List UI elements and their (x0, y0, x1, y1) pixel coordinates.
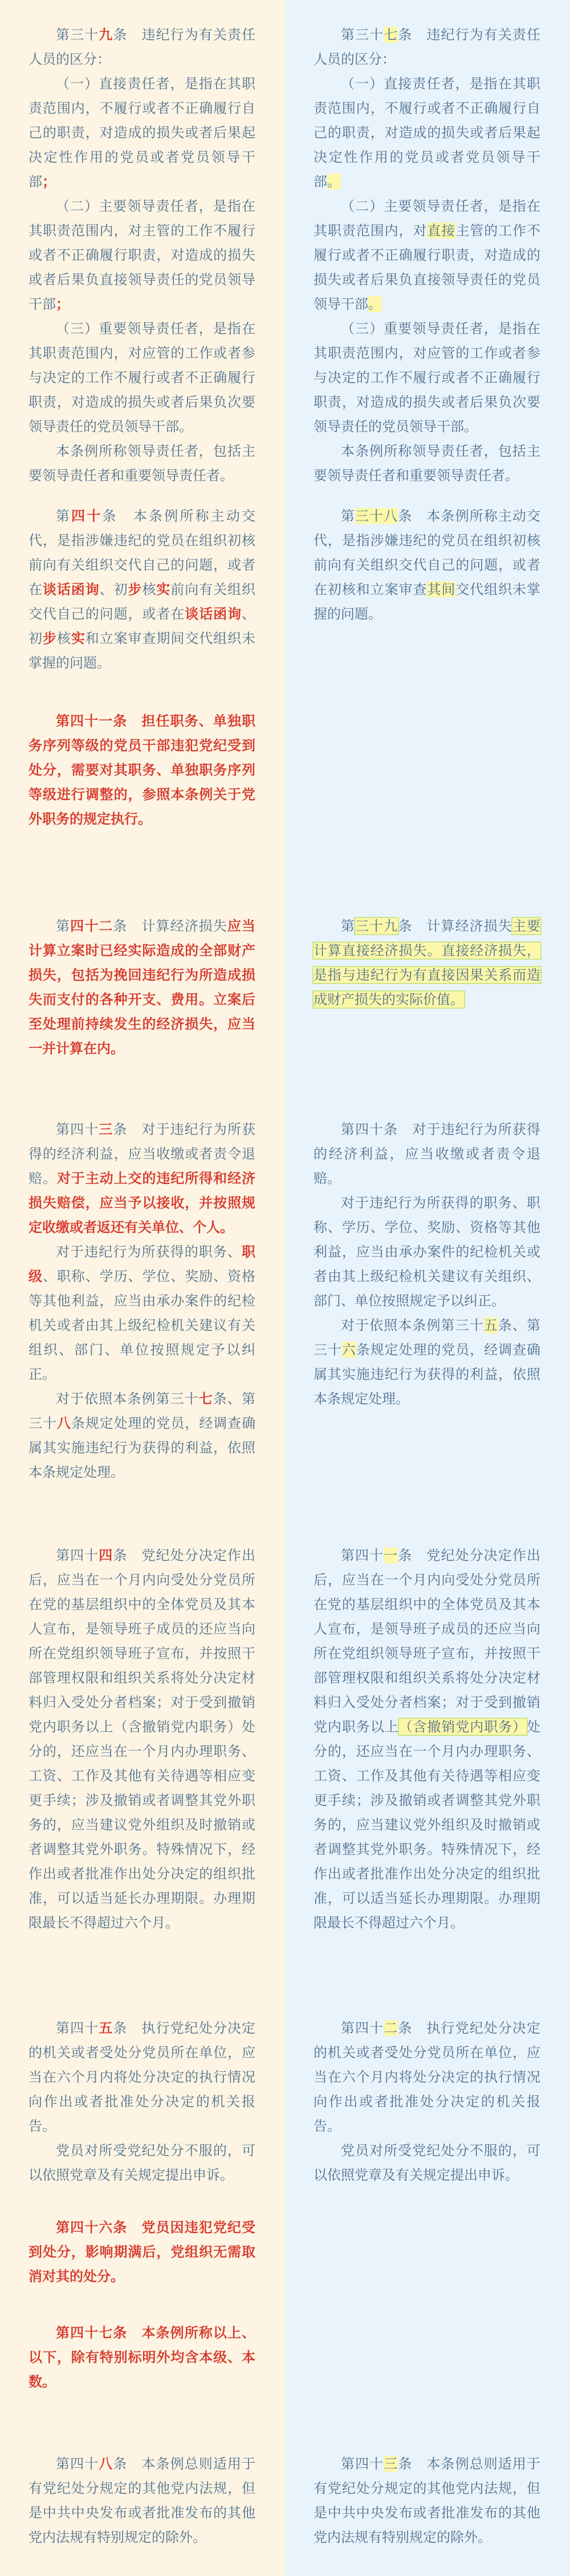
right-article-37 (285, 23, 570, 488)
left-article-47 (0, 2321, 285, 2394)
left-article-43-text: 第四十三条 对于违纪行为所获得的经济利益，应当收缴或者责令退赔。对于主动上交的违纪所得和经济损失赔偿，应当予以接收，并按照规定收缴或者返还有关单位、个人。 (28, 1121, 256, 1235)
right-article-39 (285, 914, 570, 1012)
left-article-48 (0, 2452, 285, 2550)
right-article-42 (285, 2016, 570, 2188)
right-leader-definition: 本条例所称领导责任者，包括主要领导责任者和重要领导责任者。 (314, 443, 540, 484)
right-article-39-text: 第三十九条 计算经济损失主要计算直接经济损失。直接经济损失，是指与违纪行为有直接因果关系而造成财产损失的实际价值。 (314, 918, 541, 1008)
right-interest-handling: 对于依照本条例第三十五条、第三十六条规定处理的党员，经调查确属其实施违纪行为获得的利益，依照本条规定处理。 (314, 1317, 541, 1407)
right-important-leader: （三）重要领导责任者，是指在其职责范围内，对应管的工作或者参与决定的工作不履行或者不正确履行职责，对造成的损失或者后果负次要领导责任的党员领导干部。 (314, 321, 540, 435)
left-other-interests: 对于违纪行为所获得的职务、职级、职称、学历、学位、奖励、资格等其他利益，应当由承办案件的纪检机关或者由其上级纪检机关建议有关组织、部门、单位按照规定予以纠正。 (28, 1244, 256, 1382)
right-main-leader: （二）主要领导责任者，是指在其职责范围内，对直接主管的工作不履行或者不正确履行职责，对造成的损失或者后果负直接领导责任的党员领导干部。 (314, 198, 541, 312)
left-article-43 (0, 1117, 285, 1485)
left-article-48-text: 第四十八条 本条例总则适用于有党纪处分规定的其他党内法规，但是中共中央发布或者批准发布的其他党内法规有特别规定的除外。 (28, 2456, 256, 2545)
right-article-42-text: 第四十二条 执行党纪处分决定的机关或者受处分党员所在单位，应当在六个月内将处分决定的执行情况向作出或者批准处分决定的机关报告。 (314, 2020, 541, 2134)
left-article-40 (0, 504, 285, 675)
left-article-41 (0, 709, 285, 832)
right-direct-responsible: （一）直接责任者，是指在其职责范围内，不履行或者不正确履行自己的职责，对造成的损失或者后果起决定性作用的党员或者党员领导干部。 (314, 76, 540, 190)
left-leader-definition: 本条例所称领导责任者，包括主要领导责任者和重要领导责任者。 (28, 443, 255, 484)
right-article-37-heading: 第三十七条 违纪行为有关责任人员的区分： (314, 27, 541, 67)
left-important-leader: （三）重要领导责任者，是指在其职责范围内，对应管的工作或者参与决定的工作不履行或者不正确履行职责，对造成的损失或者后果负次要领导责任的党员领导干部。 (28, 321, 255, 435)
right-appeal: 党员对所受党纪处分不服的，可以依照党章及有关规定提出申诉。 (314, 2143, 540, 2183)
left-direct-responsible: （一）直接责任者，是指在其职责范围内，不履行或者不正确履行自己的职责，对造成的损失或者后果起决定性作用的党员或者党员领导干部； (28, 76, 255, 190)
right-other-interests: 对于违纪行为所获得的职务、职称、学历、学位、奖励、资格等其他利益，应当由承办案件的纪检机关或者由其上级纪检机关建议有关组织、部门、单位按照规定予以纠正。 (314, 1195, 540, 1309)
left-main-leader: （二）主要领导责任者，是指在其职责范围内，对主管的工作不履行或者不正确履行职责，对造成的损失或者后果负直接领导责任的党员领导干部； (28, 198, 255, 312)
left-article-44 (0, 1543, 285, 1935)
right-article-41 (285, 1543, 570, 1935)
left-article-41-text: 第四十一条 担任职务、单独职务序列等级的党员干部违犯党纪受到处分，需要对其职务、单独职务序列等级进行调整的，参照本条例关于党外职务的规定执行。 (28, 713, 255, 827)
left-article-42 (0, 914, 285, 1061)
right-article-43-text: 第四十三条 本条例总则适用于有党纪处分规定的其他党内法规，但是中共中央发布或者批准发布的其他党内法规有特别规定的除外。 (314, 2456, 541, 2545)
left-article-47-text: 第四十七条 本条例所称以上、以下，除有特别标明外均含本级、本数。 (28, 2325, 255, 2390)
right-article-38 (285, 504, 570, 626)
right-article-40 (285, 1117, 570, 1411)
left-article-39-heading: 第三十九条 违纪行为有关责任人员的区分： (28, 27, 256, 67)
right-article-40-text: 第四十条 对于违纪行为所获得的经济利益，应当收缴或者责令退赔。 (314, 1121, 540, 1186)
right-article-43 (285, 2452, 570, 2550)
left-article-45-text: 第四十五条 执行党纪处分决定的机关或者受处分党员所在单位，应当在六个月内将处分决定的执行情况向作出或者批准处分决定的机关报告。 (28, 2020, 256, 2134)
left-article-46 (0, 2215, 285, 2289)
left-article-40-text: 第四十条 本条例所称主动交代，是指涉嫌违纪的党员在组织初核前向有关组织交代自己的问题，或者在谈话函询、初步核实前向有关组织交代自己的问题，或者在谈话函询、初步核实和立案审查期间交代组织未掌握的问题。 (28, 508, 256, 671)
right-article-38-text: 第三十八条 本条例所称主动交代，是指涉嫌违纪的党员在组织初核前向有关组织交代自己的问题，或者在初核和立案审查其间交代组织未掌握的问题。 (314, 508, 541, 622)
left-interest-handling: 对于依照本条例第三十七条、第三十八条规定处理的党员，经调查确属其实施违纪行为获得的利益，依照本条规定处理。 (28, 1391, 256, 1480)
left-article-45 (0, 2016, 285, 2188)
left-article-46-text: 第四十六条 党员因违犯党纪受到处分，影响期满后，党组织无需取消对其的处分。 (28, 2219, 255, 2284)
left-appeal: 党员对所受党纪处分不服的，可以依照党章及有关规定提出申诉。 (28, 2143, 255, 2183)
right-column (285, 0, 570, 2576)
left-article-39 (0, 23, 285, 488)
left-article-44-text: 第四十四条 党纪处分决定作出后，应当在一个月内向受处分党员所在党的基层组织中的全体党员及其本人宣布，是领导班子成员的还应当向所在党组织领导班子宣布，并按照干部管理权限和组织关系将处分决定材料归入受处分者档案；对于受到撤销党内职务以上（含撤销党内职务）处分的，还应当在一个月内办理职务、工资、工作及其他有关待遇等相应变更手续；涉及撤销或者调整其党外职务的，应当建议党外组织及时撤销或者调整其党外职务。特殊情况下，经作出或者批准作出处分决定的组织批准，可以适当延长办理期限。办理期限最长不得超过六个月。 (28, 1547, 256, 1931)
left-article-42-text: 第四十二条 计算经济损失应当计算立案时已经实际造成的全部财产损失，包括为挽回违纪行为所造成损失而支付的各种开支、费用。立案后至处理前持续发生的经济损失，应当一并计算在内。 (28, 918, 256, 1056)
right-article-41-text: 第四十一条 党纪处分决定作出后，应当在一个月内向受处分党员所在党的基层组织中的全体党员及其本人宣布，是领导班子成员的还应当向所在党组织领导班子宣布，并按照干部管理权限和组织关系将处分决定材料归入受处分者档案；对于受到撤销党内职务以上（含撤销党内职务）处分的，还应当在一个月内办理职务、工资、工作及其他有关待遇等相应变更手续；涉及撤销或者调整其党外职务的，应当建议党外组织及时撤销或者调整其党外职务。特殊情况下，经作出或者批准作出处分决定的组织批准，可以适当延长办理期限。办理期限最长不得超过六个月。 (314, 1547, 541, 1931)
